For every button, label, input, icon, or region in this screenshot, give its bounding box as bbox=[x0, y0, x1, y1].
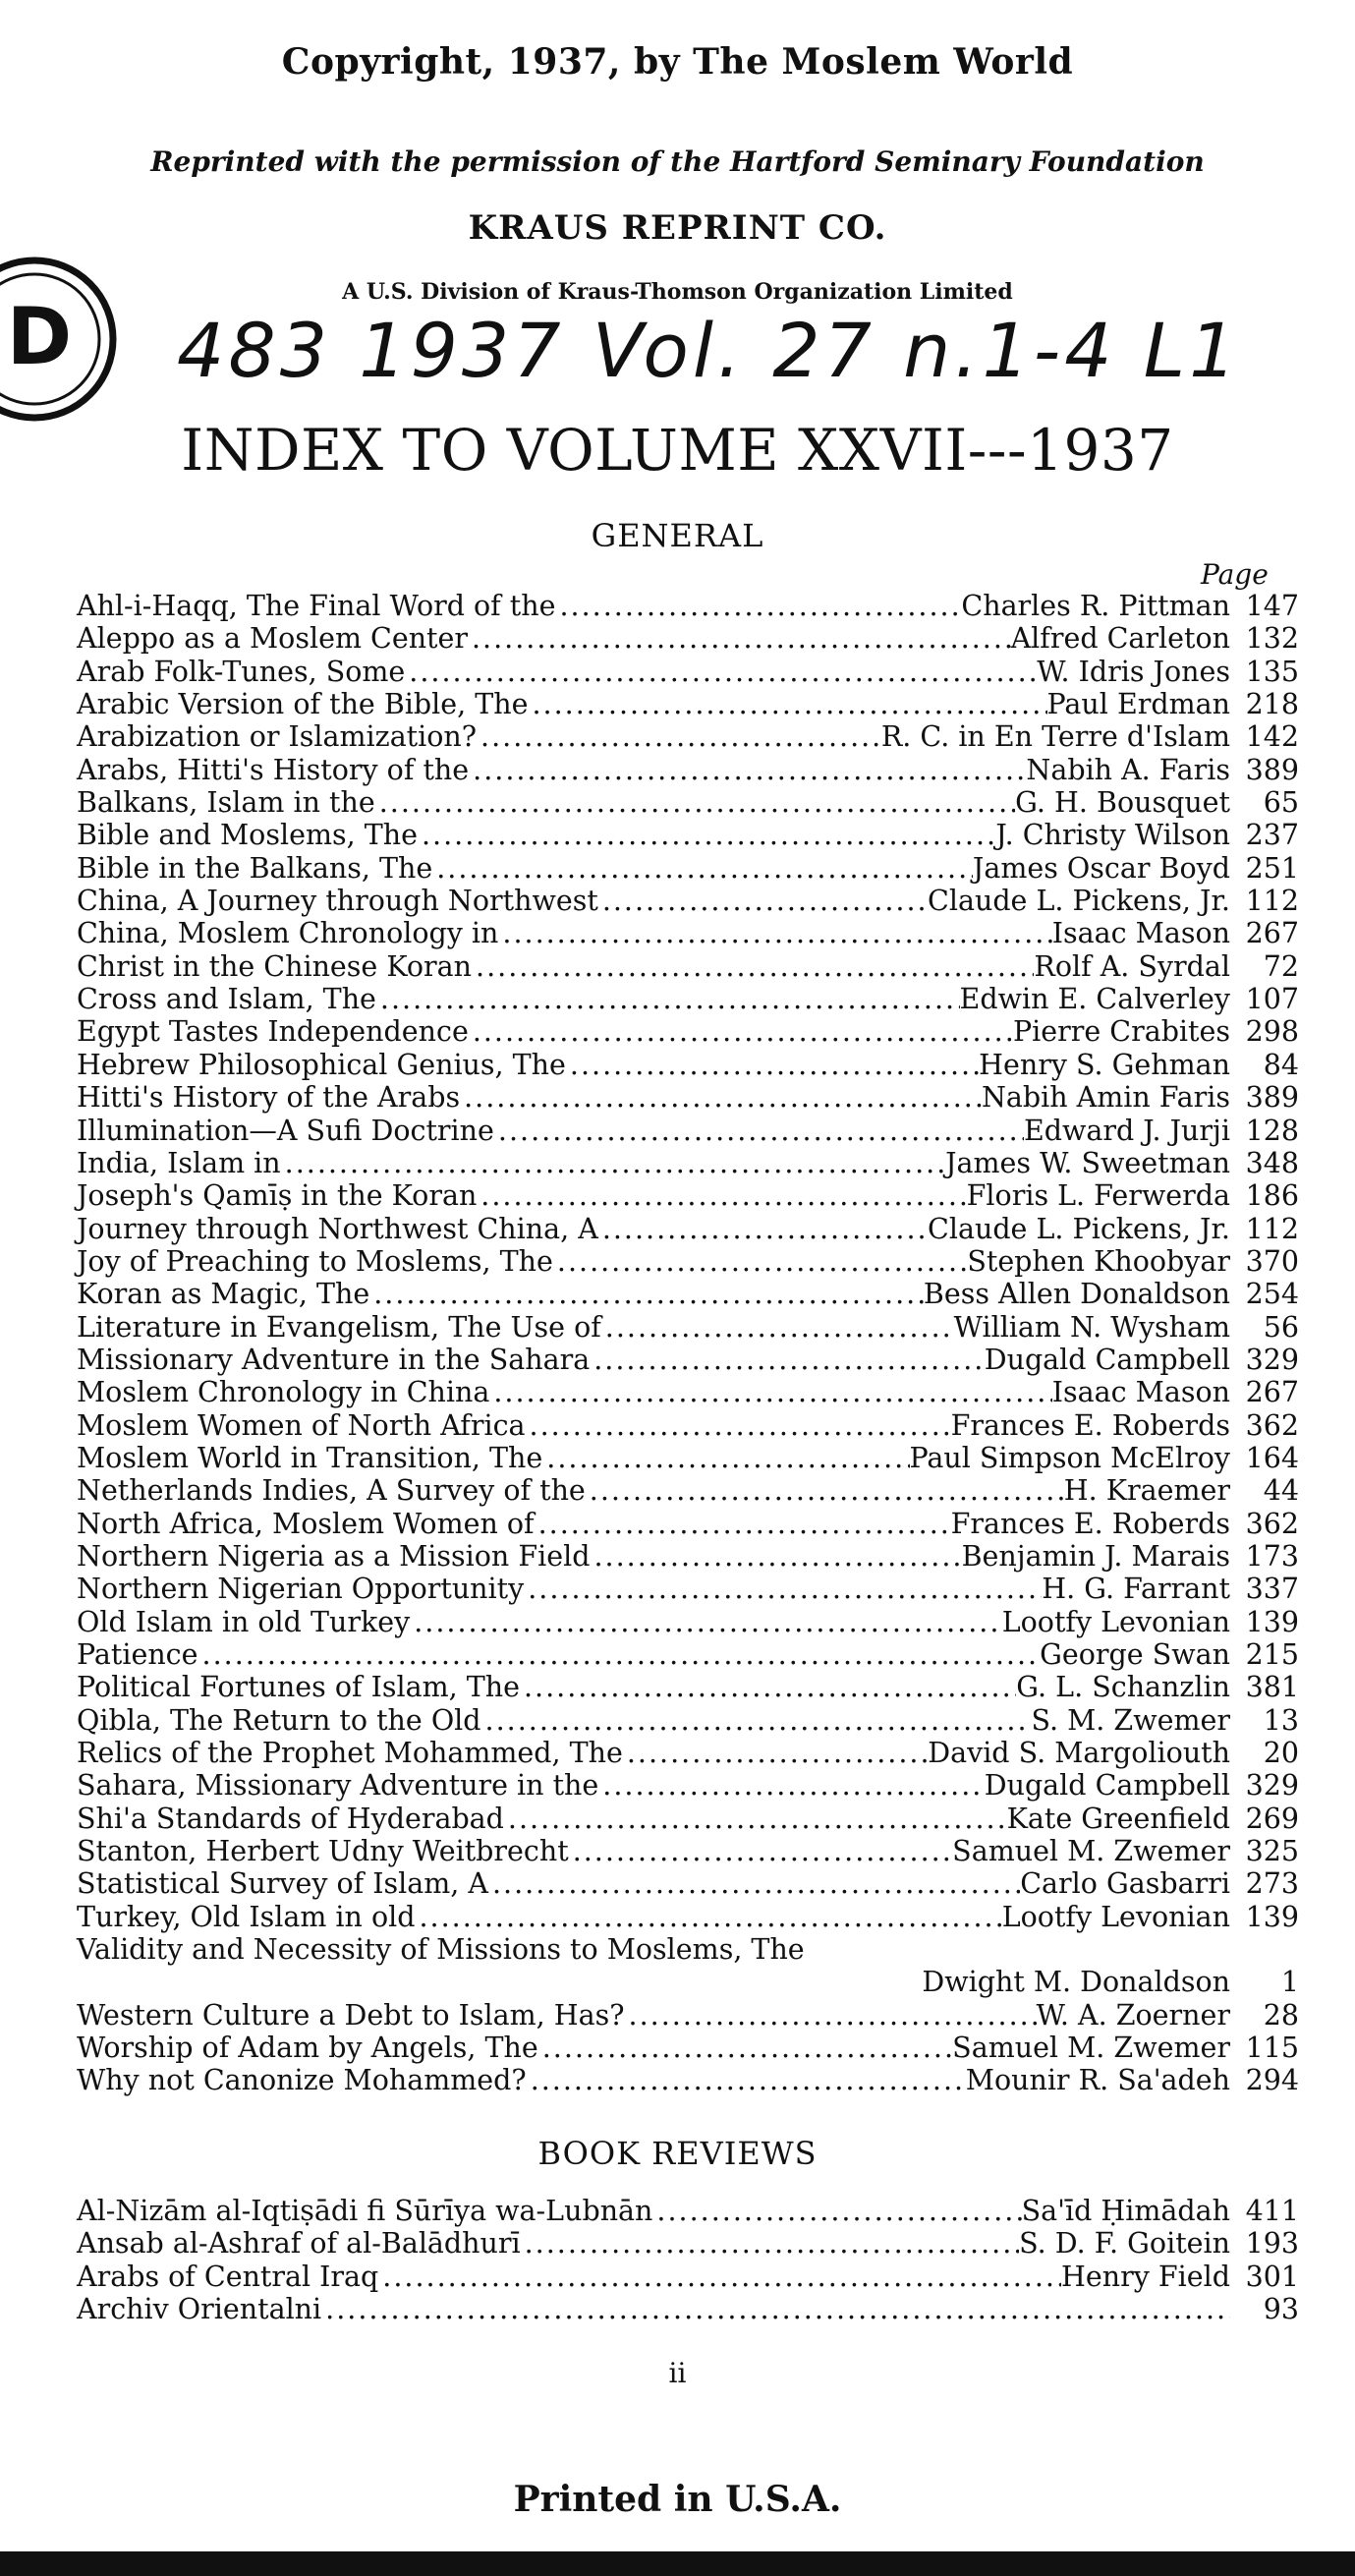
entry-author: Henry S. Gehman bbox=[979, 1048, 1230, 1081]
entry-page: 173 bbox=[1245, 1539, 1299, 1573]
index-entry bbox=[77, 1671, 1299, 1703]
leader-dots bbox=[468, 622, 1011, 655]
entry-page: 193 bbox=[1245, 2227, 1299, 2261]
entry-title: Archiv Orientalni bbox=[77, 2293, 322, 2326]
entry-page: 1 bbox=[1280, 1966, 1299, 1999]
entry-page: 56 bbox=[1263, 1310, 1299, 1344]
index-entry bbox=[77, 1015, 1299, 1048]
leader-dots bbox=[598, 885, 928, 917]
entry-page: 362 bbox=[1245, 1408, 1299, 1442]
index-entry bbox=[77, 754, 1299, 786]
leader-dots bbox=[526, 1409, 951, 1442]
entry-title: Christ in the Chinese Koran bbox=[77, 949, 473, 983]
entry-title: Missionary Adventure in the Sahara bbox=[77, 1343, 591, 1376]
index-entry bbox=[77, 1311, 1299, 1344]
entry-page: 362 bbox=[1245, 1507, 1299, 1540]
page-number: ii bbox=[668, 2357, 687, 2389]
leader-dots bbox=[488, 1867, 1020, 1900]
printed-in: Printed in U.S.A. bbox=[513, 2479, 842, 2520]
leader-dots bbox=[569, 1835, 952, 1867]
entry-page: 112 bbox=[1245, 1212, 1299, 1245]
entry-title: Ansab al-Ashraf of al-Balādhurī bbox=[77, 2227, 521, 2261]
entry-page: 329 bbox=[1245, 1769, 1299, 1803]
entry-page: 298 bbox=[1245, 1015, 1299, 1049]
entry-author: Frances E. Roberds bbox=[950, 1408, 1230, 1442]
entry-title: Balkans, Islam in the bbox=[77, 786, 375, 820]
entry-page: 301 bbox=[1245, 2260, 1299, 2293]
entry-page: 325 bbox=[1245, 1835, 1299, 1868]
index-entry bbox=[77, 885, 1299, 917]
entry-page: 28 bbox=[1263, 1998, 1299, 2032]
entry-title: Turkey, Old Islam in old bbox=[77, 1900, 416, 1933]
leader-dots bbox=[489, 1376, 1051, 1408]
leader-dots bbox=[598, 1213, 928, 1245]
entry-page: 164 bbox=[1245, 1441, 1299, 1474]
leader-dots bbox=[405, 656, 1037, 688]
entry-title: Sahara, Missionary Adventure in the bbox=[77, 1769, 599, 1803]
index-entry bbox=[77, 1409, 1299, 1442]
entry-author: Nabih A. Faris bbox=[1026, 753, 1230, 786]
entry-title: Koran as Magic, The bbox=[77, 1278, 370, 1311]
entry-page: 135 bbox=[1245, 655, 1299, 688]
entry-author: Dugald Campbell bbox=[984, 1769, 1230, 1803]
leader-dots bbox=[281, 1147, 945, 1179]
index-entry bbox=[77, 1999, 1299, 2032]
index-entry bbox=[77, 1573, 1299, 1605]
leader-dots bbox=[601, 1311, 954, 1344]
entry-title: Relics of the Prophet Mohammed, The bbox=[77, 1737, 623, 1770]
entry-page: 251 bbox=[1245, 851, 1299, 885]
entry-title: Why not Canonize Mohammed? bbox=[77, 2064, 527, 2097]
leader-dots bbox=[321, 2293, 1230, 2325]
entry-author: Carlo Gasbarri bbox=[1020, 1867, 1230, 1901]
index-entry bbox=[77, 1344, 1299, 1376]
leader-dots bbox=[418, 819, 995, 851]
entry-title: Stanton, Herbert Udny Weitbrecht bbox=[77, 1835, 569, 1868]
entry-title: Political Fortunes of Islam, The bbox=[77, 1671, 520, 1704]
index-entry bbox=[77, 2227, 1299, 2260]
index-entry bbox=[77, 1442, 1299, 1474]
entry-author: Sa'īd Ḥimādah bbox=[1021, 2195, 1230, 2227]
entry-author: Charles R. Pittman bbox=[961, 590, 1230, 622]
entry-title: Bible and Moslems, The bbox=[77, 819, 418, 852]
entry-author: H. Kraemer bbox=[1063, 1474, 1230, 1508]
entry-author: S. D. F. Goitein bbox=[1019, 2227, 1230, 2261]
leader-dots bbox=[481, 1704, 1032, 1737]
leader-dots bbox=[623, 1737, 928, 1769]
leader-dots bbox=[375, 786, 1015, 819]
entry-page: 381 bbox=[1245, 1671, 1299, 1704]
entry-title: Illumination—A Sufi Doctrine bbox=[77, 1114, 494, 1147]
index-entry bbox=[77, 1966, 1299, 1998]
entry-title: Literature in Evangelism, The Use of bbox=[77, 1310, 601, 1344]
entry-author: Nabih Amin Faris bbox=[981, 1081, 1230, 1115]
index-entry bbox=[77, 720, 1299, 753]
entry-page: 269 bbox=[1245, 1802, 1299, 1835]
leader-dots bbox=[415, 1901, 1001, 1933]
general-heading: GENERAL bbox=[591, 517, 764, 554]
entry-page: 147 bbox=[1245, 590, 1299, 622]
leader-dots bbox=[504, 1803, 1007, 1835]
entry-page: 93 bbox=[1263, 2293, 1299, 2326]
leader-dots bbox=[498, 917, 1051, 949]
scan-edge-bar bbox=[0, 2551, 1355, 2576]
entry-author: Lootfy Levonian bbox=[1001, 1605, 1230, 1638]
index-entry bbox=[77, 1737, 1299, 1769]
entry-author: Mounir R. Sa'adeh bbox=[965, 2064, 1230, 2097]
entry-title: Arabs, Hitti's History of the bbox=[77, 753, 470, 786]
entry-title: Old Islam in old Turkey bbox=[77, 1605, 411, 1638]
entry-author: Frances E. Roberds bbox=[950, 1507, 1230, 1540]
entry-page: 215 bbox=[1245, 1638, 1299, 1671]
entry-page: 254 bbox=[1245, 1278, 1299, 1311]
entry-page: 294 bbox=[1245, 2064, 1299, 2097]
entry-title: Moslem Women of North Africa bbox=[77, 1408, 526, 1442]
index-entry bbox=[77, 1278, 1299, 1310]
entry-page: 128 bbox=[1245, 1114, 1299, 1147]
entry-author: Dwight M. Donaldson bbox=[922, 1966, 1230, 1999]
entry-title: Netherlands Indies, A Survey of the bbox=[77, 1474, 586, 1508]
entry-title: Joseph's Qamīṣ in the Koran bbox=[77, 1179, 478, 1213]
leader-dots bbox=[469, 1015, 1013, 1048]
index-entry bbox=[77, 1638, 1299, 1671]
entry-author: Samuel M. Zwemer bbox=[952, 1835, 1230, 1868]
index-entry bbox=[77, 1213, 1299, 1245]
entry-page: 112 bbox=[1245, 885, 1299, 918]
index-entry bbox=[77, 852, 1299, 885]
leader-dots bbox=[378, 2261, 1061, 2293]
index-entry bbox=[77, 1867, 1299, 1900]
library-stamp-icon bbox=[0, 246, 128, 432]
index-entry bbox=[77, 656, 1299, 688]
entry-title: Arabic Version of the Bible, The bbox=[77, 688, 529, 721]
leader-dots bbox=[625, 1999, 1037, 2032]
stamp-letter: D bbox=[6, 291, 73, 382]
entry-page: 267 bbox=[1245, 917, 1299, 950]
index-entry bbox=[77, 1803, 1299, 1835]
leader-dots bbox=[528, 688, 1046, 720]
entry-author: Claude L. Pickens, Jr. bbox=[928, 885, 1230, 918]
leader-dots bbox=[586, 1474, 1064, 1507]
entry-page: 20 bbox=[1263, 1737, 1299, 1770]
leader-dots bbox=[410, 1606, 1002, 1638]
entry-author: G. H. Bousquet bbox=[1015, 786, 1230, 820]
leader-dots bbox=[652, 2195, 1021, 2227]
book-review-entries bbox=[77, 2195, 1299, 2325]
leader-dots bbox=[432, 852, 973, 885]
entry-author: Paul Simpson McElroy bbox=[909, 1441, 1230, 1474]
entry-title: Ahl-i-Haqq, The Final Word of the bbox=[77, 590, 556, 622]
entry-title: Worship of Adam by Angels, The bbox=[77, 2032, 538, 2065]
publisher-name: KRAUS REPRINT CO. bbox=[468, 208, 887, 248]
entry-author: S. M. Zwemer bbox=[1031, 1703, 1230, 1737]
index-entry bbox=[77, 819, 1299, 851]
index-entry bbox=[77, 1606, 1299, 1638]
leader-dots bbox=[469, 754, 1026, 786]
index-entry bbox=[77, 1540, 1299, 1573]
leader-dots bbox=[553, 1245, 967, 1278]
entry-author: David S. Margoliouth bbox=[928, 1737, 1230, 1770]
leader-dots bbox=[555, 590, 961, 622]
entry-title: Aleppo as a Moslem Center bbox=[77, 622, 468, 656]
entry-author: Dugald Campbell bbox=[984, 1343, 1230, 1376]
copyright-line: Copyright, 1937, by The Moslem World bbox=[281, 41, 1074, 83]
entry-title: Al-Nizām al-Iqtiṣādi fi Sūrīya wa-Lubnān bbox=[77, 2195, 653, 2227]
leader-dots bbox=[198, 1638, 1041, 1671]
entry-title: Arabs of Central Iraq bbox=[77, 2260, 379, 2293]
entry-page: 65 bbox=[1263, 786, 1299, 820]
entry-title: Statistical Survey of Islam, A bbox=[77, 1867, 488, 1901]
index-entry bbox=[77, 2195, 1299, 2227]
entry-author: Isaac Mason bbox=[1051, 917, 1230, 950]
entry-title: China, A Journey through Northwest bbox=[77, 885, 598, 918]
leader-dots bbox=[598, 1769, 984, 1802]
leader-dots bbox=[477, 720, 881, 753]
leader-dots bbox=[538, 2032, 952, 2064]
page-column-label: Page bbox=[1201, 558, 1269, 591]
entry-title: Joy of Preaching to Moslems, The bbox=[77, 1244, 553, 1278]
leader-dots bbox=[520, 1671, 1016, 1703]
entry-page: 107 bbox=[1245, 983, 1299, 1016]
entry-page: 411 bbox=[1245, 2195, 1299, 2227]
entry-title: Moslem Chronology in China bbox=[77, 1376, 490, 1409]
leader-dots bbox=[376, 983, 960, 1015]
index-entry bbox=[77, 688, 1299, 720]
entry-page: 370 bbox=[1245, 1244, 1299, 1278]
leader-dots bbox=[460, 1081, 982, 1114]
publisher-division: A U.S. Division of Kraus-Thomson Organization Limited bbox=[342, 279, 1013, 305]
leader-dots bbox=[521, 2227, 1020, 2260]
index-entry bbox=[77, 2032, 1299, 2064]
index-entry bbox=[77, 1901, 1299, 1933]
entry-page: 84 bbox=[1263, 1048, 1299, 1081]
entry-title: Northern Nigeria as a Mission Field bbox=[77, 1539, 591, 1573]
index-entry bbox=[77, 1769, 1299, 1802]
entry-page: 389 bbox=[1245, 753, 1299, 786]
entry-title: Qibla, The Return to the Old bbox=[77, 1703, 481, 1737]
entry-page: 237 bbox=[1245, 819, 1299, 852]
entry-author: W. A. Zoerner bbox=[1036, 1998, 1230, 2032]
index-entry bbox=[77, 1147, 1299, 1179]
index-entry bbox=[77, 2064, 1299, 2096]
index-entry bbox=[77, 1704, 1299, 1737]
entry-title: North Africa, Moslem Women of bbox=[77, 1507, 535, 1540]
leader-dots bbox=[369, 1278, 924, 1310]
entry-page: 13 bbox=[1263, 1703, 1299, 1737]
index-entry bbox=[77, 1179, 1299, 1212]
entry-author: Samuel M. Zwemer bbox=[952, 2032, 1230, 2065]
entry-author: Isaac Mason bbox=[1051, 1376, 1230, 1409]
entry-author: Henry Field bbox=[1061, 2260, 1230, 2293]
entry-title: Egypt Tastes Independence bbox=[77, 1015, 469, 1049]
entry-page: 389 bbox=[1245, 1081, 1299, 1115]
index-title: INDEX TO VOLUME XXVII---1937 bbox=[181, 417, 1174, 484]
leader-dots bbox=[524, 1573, 1042, 1605]
entry-page: 348 bbox=[1245, 1146, 1299, 1179]
leader-dots bbox=[477, 1179, 966, 1212]
entry-author: Claude L. Pickens, Jr. bbox=[928, 1212, 1230, 1245]
leader-dots bbox=[566, 1049, 979, 1081]
entry-author: H. G. Farrant bbox=[1042, 1573, 1230, 1606]
entry-page: 115 bbox=[1245, 2032, 1299, 2065]
index-entry bbox=[77, 786, 1299, 819]
entry-title: China, Moslem Chronology in bbox=[77, 917, 499, 950]
entry-author: James Oscar Boyd bbox=[972, 851, 1230, 885]
leader-dots bbox=[535, 1508, 951, 1540]
index-entry bbox=[77, 1115, 1299, 1147]
entry-author: Alfred Carleton bbox=[1010, 622, 1230, 656]
entry-title: India, Islam in bbox=[77, 1146, 281, 1179]
entry-title: Hitti's History of the Arabs bbox=[77, 1081, 461, 1115]
entry-title: Arab Folk-Tunes, Some bbox=[77, 655, 406, 688]
entry-page: 142 bbox=[1245, 720, 1299, 754]
entry-title: Shi'a Standards of Hyderabad bbox=[77, 1802, 504, 1835]
entry-author: James W. Sweetman bbox=[945, 1146, 1230, 1179]
entry-title: Northern Nigerian Opportunity bbox=[77, 1573, 525, 1606]
index-entry bbox=[77, 1049, 1299, 1081]
entry-page: 337 bbox=[1245, 1573, 1299, 1606]
entry-author: R. C. in En Terre d'Islam bbox=[880, 720, 1230, 754]
index-entry bbox=[77, 1508, 1299, 1540]
book-reviews-heading: BOOK REVIEWS bbox=[537, 2135, 818, 2172]
entry-author: William N. Wysham bbox=[953, 1310, 1230, 1344]
leader-dots bbox=[590, 1344, 985, 1376]
entry-page: 267 bbox=[1245, 1376, 1299, 1409]
leader-dots bbox=[527, 2064, 966, 2096]
leader-dots bbox=[590, 1540, 961, 1573]
index-entry bbox=[77, 1245, 1299, 1278]
leader-dots bbox=[542, 1442, 909, 1474]
entry-title: Arabization or Islamization? bbox=[77, 720, 478, 754]
entry-title: Hebrew Philosophical Genius, The bbox=[77, 1048, 566, 1081]
entry-title: Moslem World in Transition, The bbox=[77, 1441, 543, 1474]
index-entry bbox=[77, 1933, 1299, 1966]
index-entry bbox=[77, 622, 1299, 655]
index-entry bbox=[77, 950, 1299, 983]
entry-page: 139 bbox=[1245, 1605, 1299, 1638]
index-entry bbox=[77, 983, 1299, 1015]
entry-author: Edwin E. Calverley bbox=[959, 983, 1230, 1016]
entry-page: 72 bbox=[1263, 949, 1299, 983]
entry-author: Floris L. Ferwerda bbox=[966, 1179, 1230, 1213]
entry-author: Kate Greenfield bbox=[1006, 1802, 1230, 1835]
entry-author: G. L. Schanzlin bbox=[1016, 1671, 1230, 1704]
entry-author: Benjamin J. Marais bbox=[961, 1539, 1230, 1573]
entry-page: 186 bbox=[1245, 1179, 1299, 1213]
leader-dots bbox=[472, 950, 1034, 983]
entry-page: 44 bbox=[1263, 1474, 1299, 1508]
handwritten-call-number: 483 1937 Vol. 27 n.1-4 L1 bbox=[177, 307, 1241, 394]
entry-title: Journey through Northwest China, A bbox=[77, 1212, 598, 1245]
entry-page: 218 bbox=[1245, 688, 1299, 721]
index-entry bbox=[77, 1376, 1299, 1408]
entry-title: Cross and Islam, The bbox=[77, 983, 376, 1016]
entry-title: Bible in the Balkans, The bbox=[77, 851, 433, 885]
entry-title: Patience bbox=[77, 1638, 198, 1671]
index-entry bbox=[77, 590, 1299, 622]
index-entry bbox=[77, 1474, 1299, 1507]
entry-title: Validity and Necessity of Missions to Moslems, The bbox=[77, 1933, 805, 1967]
index-entry bbox=[77, 1835, 1299, 1867]
entry-page: 139 bbox=[1245, 1900, 1299, 1933]
entry-page: 273 bbox=[1245, 1867, 1299, 1901]
general-entries bbox=[77, 590, 1299, 2097]
entry-page: 132 bbox=[1245, 622, 1299, 656]
entry-author: Lootfy Levonian bbox=[1001, 1900, 1230, 1933]
reprint-permission: Reprinted with the permission of the Hartford Seminary Foundation bbox=[150, 145, 1205, 178]
entry-author: Edward J. Jurji bbox=[1023, 1114, 1230, 1147]
index-entry bbox=[77, 917, 1299, 949]
leader-dots bbox=[494, 1115, 1024, 1147]
entry-author: Pierre Crabites bbox=[1012, 1015, 1230, 1049]
entry-author: Stephen Khoobyar bbox=[967, 1244, 1230, 1278]
index-entry bbox=[77, 1081, 1299, 1114]
entry-author: W. Idris Jones bbox=[1037, 655, 1230, 688]
index-entry bbox=[77, 2261, 1299, 2293]
entry-author: J. Christy Wilson bbox=[995, 819, 1230, 852]
entry-author: Rolf A. Syrdal bbox=[1034, 949, 1230, 983]
entry-title: Western Culture a Debt to Islam, Has? bbox=[77, 1998, 625, 2032]
entry-author: Paul Erdman bbox=[1046, 688, 1230, 721]
index-entry bbox=[77, 2293, 1299, 2325]
entry-page: 329 bbox=[1245, 1343, 1299, 1376]
entry-author: George Swan bbox=[1040, 1638, 1230, 1671]
entry-author: Bess Allen Donaldson bbox=[923, 1278, 1230, 1311]
